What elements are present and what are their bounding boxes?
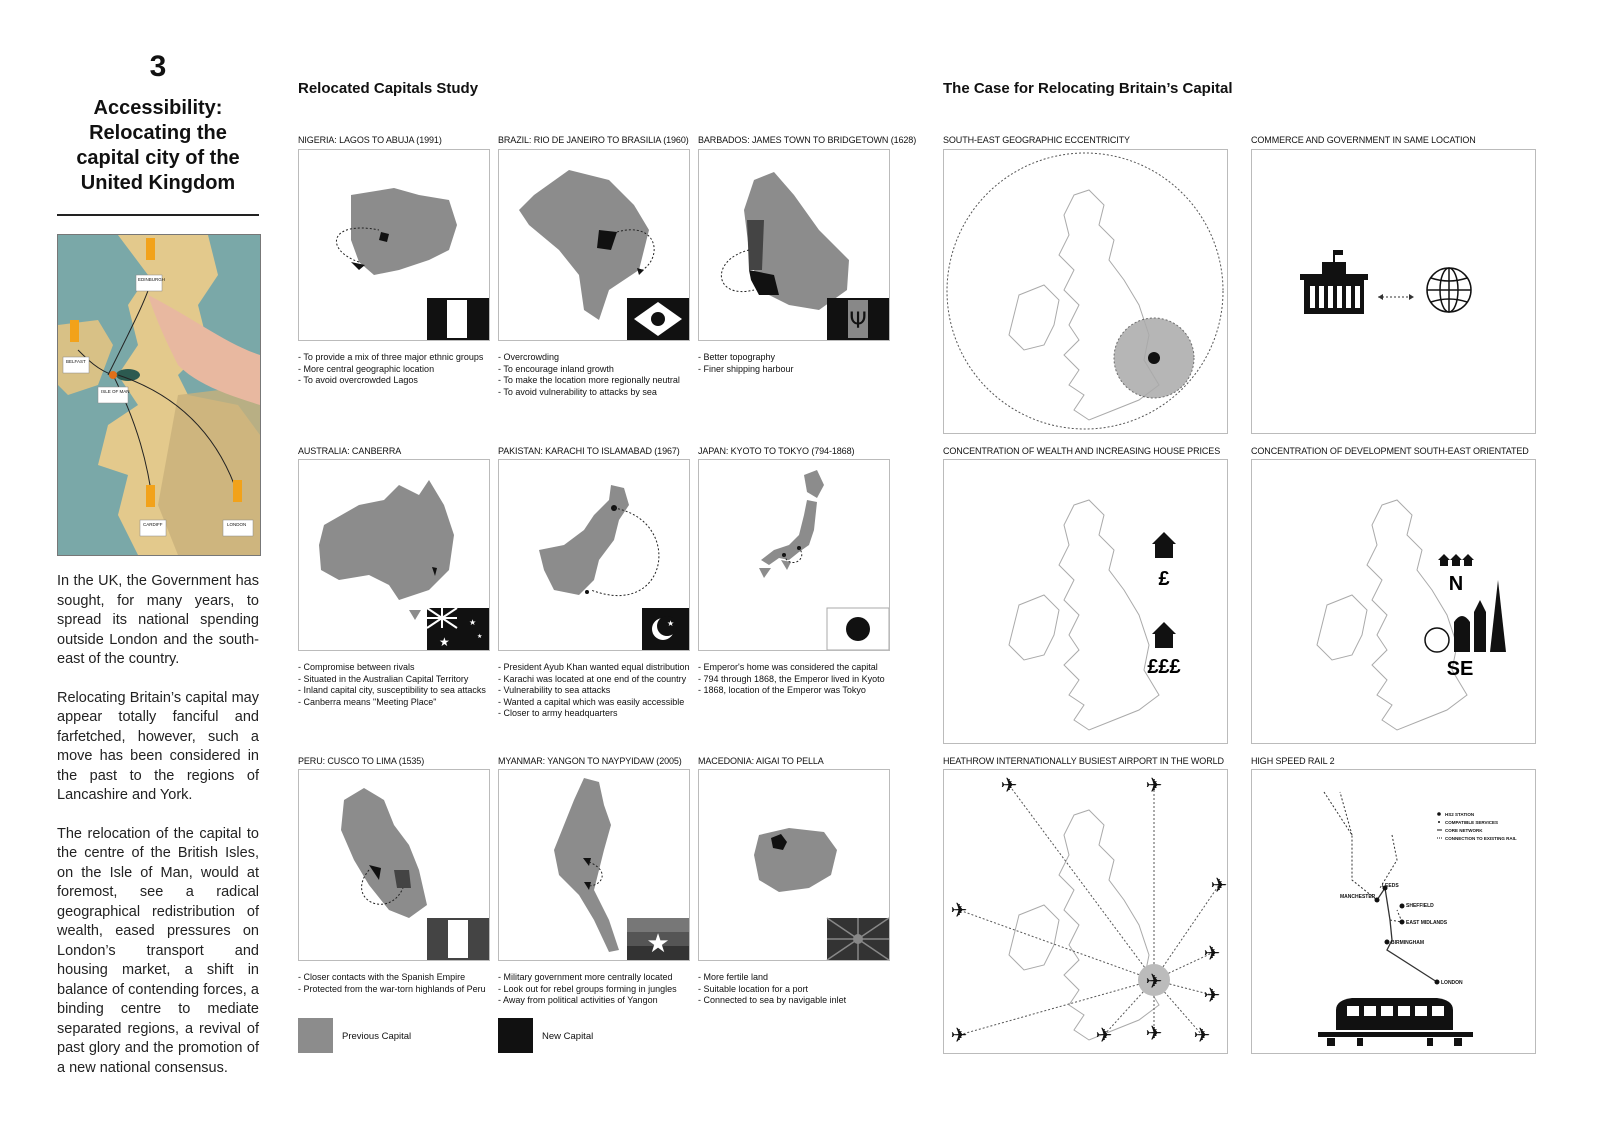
intro-paragraph: Relocating Britain’s capital may appear totally fanciful and farfetched, however, such a move has been considered in the past to the regions of Lancashire and York.	[57, 689, 259, 803]
map-label-cardiff: CARDIFF	[143, 522, 163, 527]
country-shape-australia	[319, 480, 454, 600]
legend-swatch-new	[498, 1018, 533, 1053]
panel-map-japan	[698, 459, 890, 651]
svg-text:✈: ✈	[1145, 773, 1163, 797]
intro-paragraph: In the UK, the Government has sought, for many years, to spread its national spending outside London and the south-east of the country.	[57, 573, 259, 667]
panel-map-australia	[298, 459, 490, 651]
panel-map-myanmar	[498, 769, 690, 961]
small-houses-icon	[1438, 554, 1474, 566]
case-label-hs2: HIGH SPEED RAIL 2	[1251, 756, 1335, 766]
case-panel-se-eccentricity	[943, 149, 1228, 434]
svg-text:✈: ✈	[950, 898, 968, 922]
south-east-mark: SE	[1446, 658, 1474, 680]
hs2-legend-station: HS2 STATION	[1445, 812, 1475, 817]
case-label-development-se: CONCENTRATION OF DEVELOPMENT SOUTH-EAST ORIENTATED	[1251, 446, 1529, 456]
country-shape-myanmar	[554, 778, 619, 952]
map-label-edinburgh: EDINBURGH	[138, 277, 166, 282]
legend-swatch-previous	[298, 1018, 333, 1053]
panel-label-australia: AUSTRALIA: CANBERRA	[298, 446, 402, 456]
station-sheffield: SHEFFIELD	[1406, 903, 1434, 909]
panel-map-macedonia	[698, 769, 890, 961]
title-divider	[57, 214, 259, 216]
case-panel-commerce-government	[1251, 149, 1536, 434]
panel-map-peru	[298, 769, 490, 961]
svg-text:✈: ✈	[1193, 1023, 1211, 1047]
left-title-line: United Kingdom	[80, 172, 236, 194]
svg-text:✈: ✈	[1210, 873, 1227, 897]
panel-label-brazil: BRAZIL: RIO DE JANEIRO TO BRASILIA (1960)	[498, 135, 689, 145]
left-title-line: Relocating the	[89, 122, 227, 144]
case-section-title: The Case for Relocating Britain’s Capital	[943, 80, 1233, 97]
panel-map-barbados	[698, 149, 890, 341]
station-birmingham: BIRMINGHAM	[1391, 940, 1425, 946]
panel-label-macedonia: MACEDONIA: AIGAI TO PELLA	[698, 756, 824, 766]
bullets-barbados: - Better topography - Finer shipping harbour	[698, 352, 794, 374]
station-east-midlands: EAST MIDLANDS	[1406, 920, 1448, 926]
left-title-line: capital city of the	[76, 147, 240, 169]
country-shape-macedonia	[754, 828, 837, 892]
svg-text:★: ★	[667, 619, 675, 628]
legend-label-new: New Capital	[542, 1031, 594, 1042]
intro-paragraph: The relocation of the capital to the centre of the British Isles, on the Isle of Man, would at foremost, see a radical geographical redistribution of wealth, eased pressures on London’s transport and housing market, a shift in balance of contending forces, a binding centre to mediate separated regions, a revival of past glory and the promotion of a new national consensus.	[57, 825, 259, 1076]
svg-text:✈: ✈	[1145, 969, 1163, 993]
airplane-icons	[951, 773, 1227, 1047]
map-label-belfast: BELFAST	[66, 359, 86, 364]
left-column	[57, 50, 259, 1097]
panel-label-barbados: BARBADOS: JAMES TOWN TO BRIDGETOWN (1628)	[698, 135, 917, 145]
hs2-legend-core: CORE NETWORK	[1445, 828, 1483, 833]
svg-text:★: ★	[477, 633, 483, 640]
bullets-australia: - Compromise between rivals - Situated in the Australian Capital Territory - Inland capital city, susceptibility to sea attacks - Canberra means "Meeting Place"	[298, 662, 486, 707]
case-label-wealth-house-prices: CONCENTRATION OF WEALTH AND INCREASING HOUSE PRICES	[943, 446, 1221, 456]
case-panel-wealth-house-prices	[943, 459, 1228, 744]
panel-map-brazil	[498, 149, 690, 341]
map-label-london: LONDON	[227, 522, 247, 527]
svg-text:Ψ: Ψ	[849, 309, 867, 334]
left-title-line: Accessibility:	[93, 97, 223, 119]
skyline-icon	[1425, 580, 1506, 652]
svg-text:★: ★	[646, 929, 670, 959]
bullets-myanmar: - Military government more centrally located - Look out for rebel groups forming in jungles - Away from political activities of Yangon	[498, 972, 677, 1005]
house-icon	[1152, 532, 1176, 648]
case-label-heathrow: HEATHROW INTERNATIONALLY BUSIEST AIRPORT IN THE WORLD	[943, 756, 1224, 766]
hs2-legend-services: COMPATIBLE SERVICES	[1445, 820, 1499, 825]
svg-text:★: ★	[439, 635, 450, 649]
page-number: 3	[149, 50, 167, 83]
map-label-isle-of-man: ISLE OF MAN	[101, 389, 130, 394]
globe-icon	[1427, 268, 1471, 312]
svg-text:✈: ✈	[1000, 773, 1018, 797]
svg-text:✈: ✈	[1095, 1023, 1113, 1047]
study-section-title: Relocated Capitals Study	[298, 80, 479, 97]
legend-label-previous: Previous Capital	[342, 1031, 412, 1042]
country-shape-brazil	[519, 170, 649, 320]
bullets-peru: - Closer contacts with the Spanish Empire - Protected from the war-torn highlands of Peru	[298, 972, 486, 994]
panel-map-pakistan	[498, 459, 690, 651]
train-icon	[1318, 998, 1473, 1046]
bullets-brazil: - Overcrowding - To encourage inland growth - To make the location more regionally neutral - To avoid vulnerability to attacks by sea	[498, 352, 680, 397]
svg-text:★: ★	[469, 618, 477, 627]
uk-map-illustration-svg	[58, 235, 260, 555]
bullets-macedonia: - More fertile land - Suitable location for a port - Connected to sea by navigable inlet	[698, 972, 847, 1005]
station-manchester: MANCHESTER	[1340, 894, 1376, 900]
panel-map-nigeria	[298, 149, 490, 341]
left-title	[57, 96, 259, 196]
bullets-nigeria: - To provide a mix of three major ethnic groups - More central geographic location - To avoid overcrowded Lagos	[298, 352, 484, 385]
hs2-legend-connection: CONNECTION TO EXISTING RAIL	[1445, 836, 1517, 841]
case-panel-heathrow	[943, 769, 1228, 1054]
panel-label-myanmar: MYANMAR: YANGON TO NAYPYIDAW (2005)	[498, 756, 682, 766]
country-shape-japan	[761, 500, 817, 565]
station-leeds: LEEDS	[1382, 883, 1399, 889]
pounds-mark: £££	[1147, 656, 1181, 678]
country-shape-pakistan	[539, 485, 629, 595]
country-shape-nigeria	[351, 188, 457, 275]
bullets-pakistan: - President Ayub Khan wanted equal distribution - Karachi was located at one end of the country - Vulnerability to sea attacks - Wanted a capital which was easily accessible - Closer to army headquarters	[498, 662, 690, 718]
svg-text:✈: ✈	[1145, 1021, 1163, 1045]
case-label-se-eccentricity: SOUTH-EAST GEOGRAPHIC ECCENTRICITY	[943, 135, 1130, 145]
panel-label-pakistan: PAKISTAN: KARACHI TO ISLAMABAD (1967)	[498, 446, 680, 456]
panel-label-japan: JAPAN: KYOTO TO TOKYO (794-1868)	[698, 446, 855, 456]
case-label-commerce-government: COMMERCE AND GOVERNMENT IN SAME LOCATION	[1251, 135, 1476, 145]
bullets-japan: - Emperor's home was considered the capital - 794 through 1868, the Emperor lived in Kyoto - 1868, location of the Emperor was Tokyo	[698, 662, 885, 695]
station-london: LONDON	[1441, 980, 1463, 986]
svg-text:✈: ✈	[950, 1023, 968, 1047]
panel-label-nigeria: NIGERIA: LAGOS TO ABUJA (1991)	[298, 135, 442, 145]
case-panel-hs2	[1251, 769, 1536, 1054]
uk-map-illustration	[57, 234, 261, 556]
pound-mark: £	[1158, 568, 1170, 590]
north-mark: N	[1448, 573, 1464, 595]
panel-label-peru: PERU: CUSCO TO LIMA (1535)	[298, 756, 425, 766]
country-shape-peru	[341, 788, 427, 918]
case-panel-development-se	[1251, 459, 1536, 744]
svg-text:✈: ✈	[1203, 941, 1221, 965]
svg-text:✈: ✈	[1203, 983, 1221, 1007]
